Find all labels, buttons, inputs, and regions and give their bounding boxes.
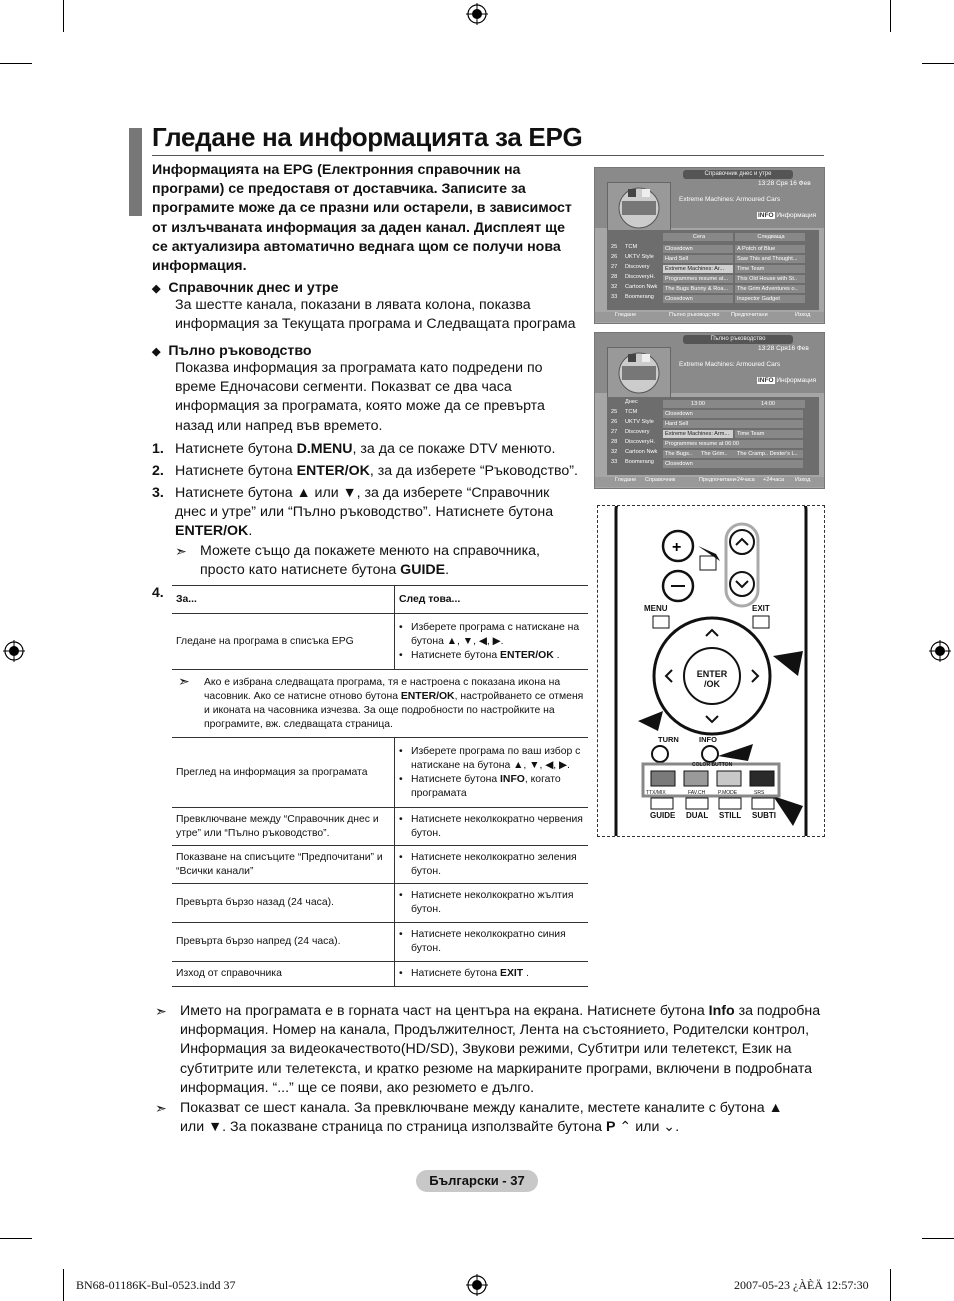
note-channels: ➣ Показват се шест канала. За превключване между каналите, местете каналите с бутона ▲ или ▼. За показване страница по страница използвайте бутона P ⌃ или ⌄. bbox=[155, 1100, 783, 1136]
channel-row: 27 Discovery Extreme Machines: Arm... Time Team bbox=[607, 429, 819, 439]
enter-button-label[interactable]: ENTER /OK bbox=[696, 669, 728, 689]
diamond-icon: ◆ bbox=[152, 283, 161, 295]
srs-label: SRS bbox=[754, 790, 765, 796]
table-row: Превърта бързо назад (24 часа). • Натиснете неколкократно жълтия бутон. bbox=[172, 884, 588, 923]
svg-text:+: + bbox=[672, 539, 682, 556]
menu-button-label[interactable]: MENU bbox=[644, 604, 668, 613]
epg-screen-full-guide: Пълно ръководство 13:28 Сря16 Фев Extreme Machines: Armoured Cars INFO Информация Днес 13:00 14:00 25 TCM Closedown 26 UKTV Style Hard Sell 27 Discovery Extreme Machines: Arm... Time Team 28 DiscoveryH. Programmes resume at 06:00 32 Cartoon Nwk The Bugs.. The Grim.. The Cramp.. Dexter's L.. 33 Boomerang Closedown Гледане Справочник Предпочитани -24часа +24часа Изход bbox=[594, 332, 825, 489]
remote-control-illustration bbox=[597, 505, 825, 837]
screen-program: Extreme Machines: Armoured Cars bbox=[679, 361, 781, 368]
note-info: ➣ Името на програмата е в горната част на центъра на екрана. Натиснете бутона Info за подробна информация. Номер на канала, Продължителност, Лента на състоянието, Родителски контрол, Информация за видеокачеството(HD/SD), Звукови режими, Субтитри или телетекст, Език на субтитрите или телетекста, и кратко резюме на маркираните програми, включени в подробната информация. “...” ще се появи, ако резюмето е дълго. bbox=[155, 1003, 821, 1096]
crop-mark bbox=[922, 1238, 954, 1239]
guide-grid: Днес 13:00 14:00 25 TCM Closedown 26 UKTV Style Hard Sell 27 Discovery Extreme Machines: Arm... Time Team 28 DiscoveryH. Programmes resume at 06:00 32 Cartoon Nwk The Bugs.. The Grim.. The Cramp.. Dexter's L.. 33 Boomerang Closedown bbox=[607, 397, 819, 475]
screen-title: Пълно ръководство bbox=[683, 335, 793, 344]
info-button-label: INFO bbox=[758, 212, 774, 219]
bullet-today-tomorrow bbox=[152, 280, 582, 334]
still-button-label[interactable]: STILL bbox=[719, 811, 742, 820]
step-1: 1. Натиснете бутона D.MENU, за да се покаже DTV менюто. bbox=[152, 441, 556, 457]
exit-button-label[interactable]: EXIT bbox=[752, 604, 770, 613]
preview-thumbnail bbox=[607, 182, 671, 234]
bullet-full-guide bbox=[152, 343, 582, 436]
table-note-row: ➣ Ако е избрана следващата програма, тя е настроена с показана икона на часовник. Ако се натисне отново бутона ENTER/OK, настройването се отменя и иконата на часовника изчезва. За още подробности по настройките на програмите, вж. следващата страница. bbox=[172, 670, 588, 738]
screen-footer: Гледане Справочник Предпочитани -24часа +24часа Изход bbox=[595, 477, 824, 487]
note-arrow-icon: ➣ bbox=[178, 672, 190, 689]
crop-mark bbox=[0, 1238, 32, 1239]
print-info-right: 2007-05-23 ¿ÀÈÄ 12:57:30 bbox=[734, 1278, 869, 1292]
table-row: Превърта бързо напред (24 часа). • Натиснете неколкократно синия бутон. bbox=[172, 923, 588, 962]
guide-button-label[interactable]: GUIDE bbox=[650, 811, 676, 820]
table-header-for: За... bbox=[176, 593, 197, 605]
note-arrow-icon: ➣ bbox=[175, 543, 187, 559]
return-button-label[interactable]: TURN bbox=[658, 735, 679, 744]
note-arrow-icon: ➣ bbox=[155, 1100, 167, 1116]
table-row: Изход от справочника • Натиснете бутона EXIT . bbox=[172, 962, 588, 987]
crop-mark bbox=[63, 1269, 64, 1301]
channel-row: 32 Cartoon Nwk The Bugs.. The Grim.. The Cramp.. Dexter's L.. bbox=[607, 449, 819, 459]
registration-mark-icon bbox=[929, 640, 951, 662]
print-info-left: BN68-01186K-Bul-0523.indd 37 bbox=[76, 1278, 236, 1292]
title-side-bar bbox=[129, 128, 142, 216]
step-2: 2. Натиснете бутона ENTER/OK, за да изберете “Ръководство”. bbox=[152, 463, 578, 479]
step-4-number: 4. bbox=[152, 584, 164, 600]
favch-label: FAV.CH bbox=[688, 790, 706, 796]
step-3-note: ➣ Можете също да покажете менюто на справочника, просто като натиснете бутона GUIDE. bbox=[175, 543, 540, 579]
screen-footer: Гледане Пълно ръководство Предпочитани Изход bbox=[595, 312, 824, 322]
info-button-label[interactable]: INFO bbox=[699, 735, 717, 744]
screen-clock: 13:28 Сря16 Фев bbox=[758, 345, 809, 352]
table-row: Превключване между “Справочник днес и утре” или “Пълно ръководство”. • Натиснете неколкократно червения бутон. bbox=[172, 808, 588, 846]
page-number-badge: Български - 37 bbox=[416, 1170, 538, 1192]
bullet-heading: Справочник днес и утре bbox=[168, 280, 339, 296]
channel-row: 26 UKTV Style Hard Sell Saw This and Thought... bbox=[607, 254, 819, 264]
channel-row: 32 Cartoon Nwk The Bugs Bunny & Roa... The Grim Adventures o.. bbox=[607, 284, 819, 294]
step-3: 3. Натиснете бутона ▲ или ▼, за да изберете “Справочник днес и утре” или “Пълно ръководство”. Натиснете бутона ENTER/OK. bbox=[152, 485, 554, 540]
channel-row: 28 DiscoveryH. Programmes resume at 06:00 bbox=[607, 439, 819, 449]
diamond-icon: ◆ bbox=[152, 346, 161, 358]
intro-paragraph: Информацията на EPG (Електронния справочник на програми) се предоставя от доставчика. Записите за програмите може да се празни или остарели, в зависимост от излъчваната информация за даден канал. Дисплеят ще се актуализира автоматично веднага щом се получи нова информация. bbox=[152, 162, 572, 275]
crop-mark bbox=[63, 0, 64, 32]
bullet-text: За шестте канала, показани в лявата колона, показва информация за Текущата програма и Следващата програма bbox=[175, 297, 576, 333]
registration-mark-icon bbox=[466, 3, 488, 25]
action-table bbox=[172, 585, 588, 987]
page-title: Гледане на информацията за EPG bbox=[152, 122, 583, 152]
channel-row: 33 Boomerang Closedown Inspector Gadget bbox=[607, 294, 819, 304]
screen-title: Справочник днес и утре bbox=[683, 170, 793, 179]
channel-row: 28 DiscoveryH. Programmes resume at... This Old House with St.. bbox=[607, 274, 819, 284]
bullet-heading: Пълно ръководство bbox=[168, 343, 312, 359]
crop-mark bbox=[0, 63, 32, 64]
crop-mark bbox=[890, 0, 891, 32]
epg-screen-today-tomorrow: Справочник днес и утре 13:28 Сря 16 Фев Extreme Machines: Armoured Cars INFO Информация Сега Следваща 25 TCM Closedown A Potch of Blue 26 UKTV Style Hard Sell Saw This and Thought... 27 Discovery Extreme Machines: Ar... Time Team 28 DiscoveryH. Programmes resume at... This Old House with St.. 32 Cartoon Nwk The Bugs Bunny & Roa... The Grim Adventures o.. 33 Boomerang Closedown Inspector Gadget Гледане Пълно ръководство Предпочитани Изход bbox=[594, 167, 825, 324]
info-button-label: INFO bbox=[758, 377, 774, 384]
registration-mark-icon bbox=[466, 1274, 488, 1296]
guide-grid: Сега Следваща 25 TCM Closedown A Potch of Blue 26 UKTV Style Hard Sell Saw This and Thought... 27 Discovery Extreme Machines: Ar... Time Team 28 DiscoveryH. Programmes resume at... This Old House with St.. 32 Cartoon Nwk The Bugs Bunny & Roa... The Grim Adventures o.. 33 Boomerang Closedown Inspector Gadget bbox=[607, 230, 819, 310]
table-row: Преглед на информация за програмата • Изберете програма по ваш избор с натискане на бутона ▲, ▼, ◀, ▶. • Натиснете бутона INFO, когато програмата bbox=[172, 738, 588, 808]
ttx-label: TTX/MIX bbox=[646, 790, 666, 796]
table-row: Гледане на програма в списъка EPG • Изберете програма с натискане на бутона ▲, ▼, ◀, ▶. • Натиснете бутона ENTER/OK . bbox=[172, 614, 588, 670]
crop-mark bbox=[922, 63, 954, 64]
dual-button-label[interactable]: DUAL bbox=[686, 811, 709, 820]
subtitle-button-label[interactable]: SUBTI bbox=[752, 811, 776, 820]
channel-row: 25 TCM Closedown bbox=[607, 409, 819, 419]
registration-mark-icon bbox=[3, 640, 25, 662]
bullet-text: Показва информация за програмата като подредени по време Едночасови сегменти. Показват се два часа информация за програмата, която може да се превърта назад или напред във времето. bbox=[175, 360, 545, 434]
color-button-label: COLOR BUTTON bbox=[692, 762, 733, 768]
channel-row: 25 TCM Closedown A Potch of Blue bbox=[607, 244, 819, 254]
title-divider bbox=[152, 155, 824, 156]
table-row: Показване на списъците “Предпочитани” и “Всички канали” • Натиснете неколкократно зеления бутон. bbox=[172, 846, 588, 884]
table-header-then: След това... bbox=[395, 586, 589, 614]
screen-program: Extreme Machines: Armoured Cars bbox=[679, 196, 781, 203]
channel-row: 27 Discovery Extreme Machines: Ar... Time Team bbox=[607, 264, 819, 274]
channel-row: 33 Boomerang Closedown bbox=[607, 459, 819, 469]
note-arrow-icon: ➣ bbox=[155, 1003, 167, 1019]
screen-clock: 13:28 Сря 16 Фев bbox=[758, 180, 811, 187]
crop-mark bbox=[890, 1269, 891, 1301]
pmode-label: P.MODE bbox=[718, 790, 738, 796]
channel-row: 26 UKTV Style Hard Sell bbox=[607, 419, 819, 429]
preview-thumbnail bbox=[607, 347, 671, 399]
